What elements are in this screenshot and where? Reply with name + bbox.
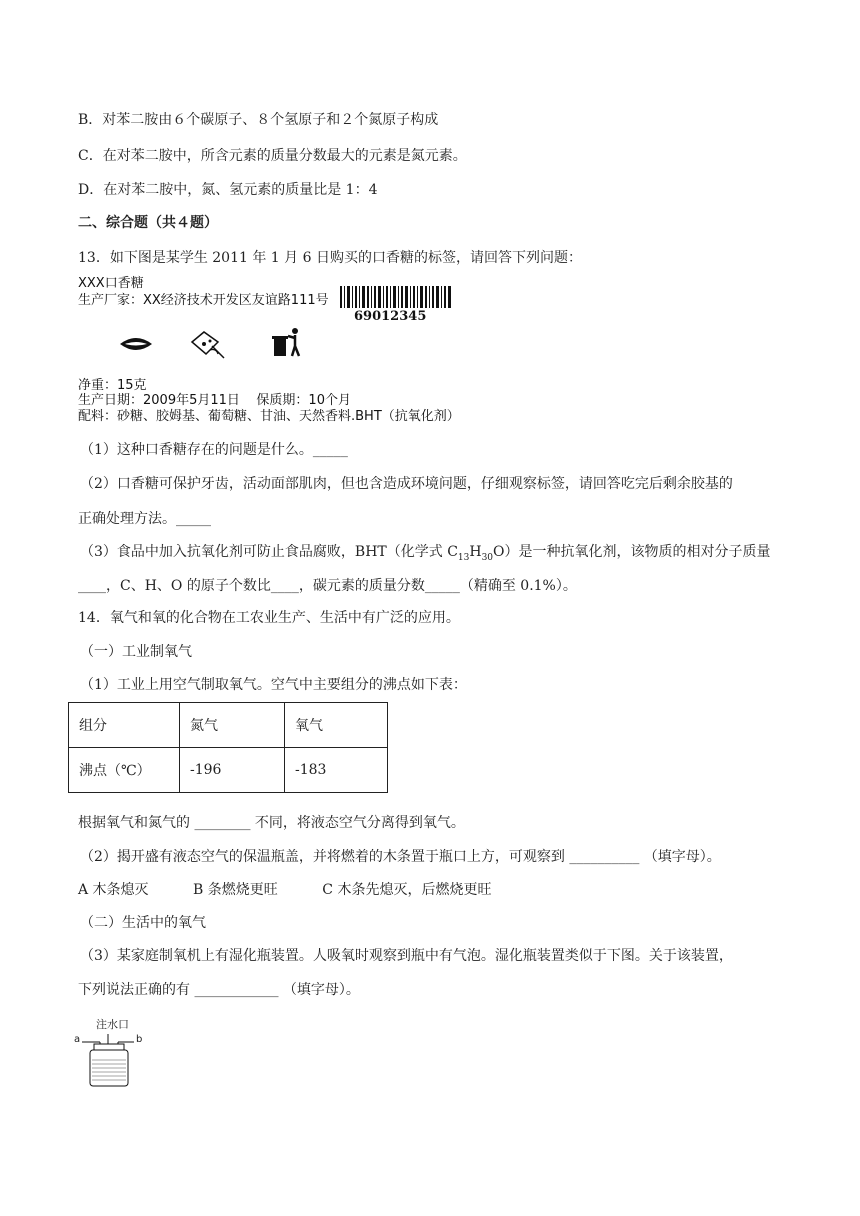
question-14: 14．氧气和氧的化合物在工农业生产、生活中有广泛的应用。 — [78, 610, 460, 626]
gum-name: XXX口香糖 — [78, 276, 144, 291]
bottle-icon — [74, 1030, 144, 1088]
gum-net-weight: 净重：15克 — [78, 378, 147, 393]
question-14-section-2: （二）生活中的氧气 — [80, 915, 206, 931]
table-row — [69, 703, 388, 748]
option-c: C．在对苯二胺中，所含元素的质量分数最大的元素是氮元素。 — [78, 148, 467, 164]
option-d: D．在对苯二胺中，氮、氢元素的质量比是 1：4 — [78, 182, 378, 198]
lips-icon — [118, 334, 154, 354]
question-14-3: （3）某家庭制氧机上有湿化瓶装置。人吸氧时观察到瓶中有气泡。湿化瓶装置类似于下图。关于该装置， — [80, 948, 733, 964]
bht-sub-h: 30 — [481, 552, 494, 563]
diagram-label-b: b — [136, 1034, 143, 1045]
table-row — [69, 748, 388, 793]
diagram-title: 注水口 — [96, 1018, 129, 1031]
barcode-number: 69012345 — [354, 309, 427, 324]
question-14-1: （1）工业上用空气制取氧气。空气中主要组分的沸点如下表： — [80, 677, 467, 693]
table-header-cell: 氧气 — [285, 703, 388, 748]
no-litter-gum-icon — [188, 328, 228, 360]
bht-text-pre: （3）食品中加入抗氧化剂可防止食品腐败，BHT（化学式 C — [80, 544, 458, 560]
boiling-point-table — [68, 702, 388, 793]
table-header-cell: 氮气 — [180, 703, 285, 748]
barcode-icon — [340, 286, 452, 308]
question-14-1-cont: 根据氧气和氮气的 ________ 不同，将液态空气分离得到氧气。 — [78, 815, 465, 831]
question-13-3 — [80, 542, 771, 568]
gum-maker: 生产厂家：XX经济技术开发区友谊路111号 — [78, 293, 329, 308]
question-13-2: （2）口香糖可保护牙齿，活动面部肌肉，但也含造成环境问题，仔细观察标签，请回答吃完后剩余胶基的 — [80, 476, 733, 492]
diagram-label-a: a — [74, 1034, 81, 1045]
humidifier-bottle-diagram — [74, 1016, 154, 1088]
bht-text-post: O）是一种抗氧化剂，该物质的相对分子质量 — [493, 544, 771, 560]
gum-dates: 生产日期：2009年5月11日 保质期：10个月 — [78, 393, 351, 408]
table-cell: -183 — [285, 748, 388, 793]
bht-text-h: H — [469, 544, 482, 560]
question-14-3-cont: 下列说法正确的有 ____________ （填字母）。 — [78, 982, 360, 998]
question-13-2-cont: 正确处理方法。_____ — [78, 511, 211, 527]
table-cell: -196 — [180, 748, 285, 793]
bht-sub-c: 13 — [457, 552, 470, 563]
gum-ingredients: 配料：砂糖、胶姆基、葡萄糖、甘油、天然香料.BHT（抗氧化剂） — [78, 409, 460, 424]
question-14-section-1: （一）工业制氧气 — [80, 644, 192, 660]
question-14-2-options: A 木条熄灭 B 条燃烧更旺 C 木条先熄灭，后燃烧更旺 — [78, 882, 492, 898]
question-13: 13．如下图是某学生 2011 年 1 月 6 日购买的口香糖的标签，请回答下列问题： — [78, 250, 582, 266]
question-13-1: （1）这种口香糖存在的问题是什么。_____ — [80, 442, 348, 458]
table-row-label: 沸点（℃） — [69, 748, 180, 793]
table-header-cell: 组分 — [69, 703, 180, 748]
section-heading: 二、综合题（共４题） — [78, 215, 218, 231]
question-13-3-cont: ____，C、H、O 的原子个数比____，碳元素的质量分数_____（精确至 0.1%）。 — [78, 578, 577, 594]
option-b: B．对苯二胺由６个碳原子、８个氢原子和２个氮原子构成 — [78, 112, 439, 128]
trash-can-icon — [270, 326, 304, 358]
gum-label-image — [78, 276, 460, 424]
question-14-2: （2）揭开盛有液态空气的保温瓶盖，并将燃着的木条置于瓶口上方，可观察到 __________ （填字母）。 — [80, 849, 721, 865]
